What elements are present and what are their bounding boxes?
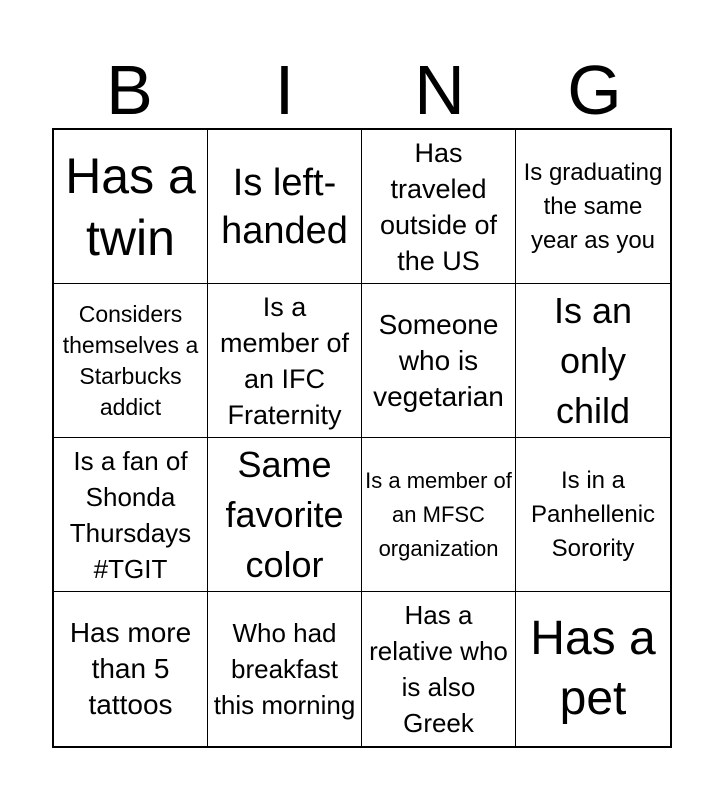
- bingo-board: [52, 128, 672, 748]
- cell-text: Has more than 5 tattoos: [69, 617, 192, 720]
- cell-text: Has a pet: [530, 612, 656, 725]
- cell-text: Is a member of an IFC Fraternity: [219, 291, 350, 430]
- cell-text: Has a relative who is also Greek: [369, 600, 508, 738]
- bingo-cell-r2c2[interactable]: [208, 284, 362, 438]
- bingo-cell-r2c4[interactable]: [516, 284, 670, 438]
- cell-text: Is in a Panhellenic Sorority: [530, 466, 656, 562]
- cell-text: Is a member of an MFSC organization: [365, 467, 512, 561]
- bingo-cell-r1c4[interactable]: [516, 130, 670, 284]
- bingo-cell-r4c4[interactable]: [516, 592, 670, 746]
- cell-text: Same favorite color: [225, 443, 344, 585]
- bingo-cell-r3c3[interactable]: [362, 438, 516, 592]
- cell-text: Is left-handed: [221, 161, 348, 252]
- bingo-cell-r2c3[interactable]: [362, 284, 516, 438]
- header-letter-g: G: [567, 51, 622, 129]
- bingo-cell-r4c2[interactable]: [208, 592, 362, 746]
- bingo-cell-r3c2[interactable]: [208, 438, 362, 592]
- bingo-cell-r1c1[interactable]: [54, 130, 208, 284]
- cell-text: Has traveled outside of the US: [379, 137, 498, 276]
- bingo-cell-r1c2[interactable]: [208, 130, 362, 284]
- bingo-cell-r4c1[interactable]: [54, 592, 208, 746]
- bingo-header: [52, 52, 672, 128]
- cell-text: Considers themselves a Starbucks addict: [62, 300, 199, 420]
- cell-text: Who had breakfast this morning: [213, 618, 356, 720]
- cell-text: Is an only child: [553, 289, 633, 431]
- bingo-cell-r3c4[interactable]: [516, 438, 670, 592]
- header-letter-n: N: [414, 51, 465, 129]
- bingo-cell-r2c1[interactable]: [54, 284, 208, 438]
- cell-text: Has a twin: [65, 147, 196, 266]
- cell-text: Is a fan of Shonda Thursdays #TGIT: [69, 445, 192, 584]
- bingo-cell-r3c1[interactable]: [54, 438, 208, 592]
- header-letter-b: B: [106, 51, 153, 129]
- header-letter-i: I: [274, 51, 295, 129]
- cell-text: Is graduating the same year as you: [523, 158, 663, 254]
- bingo-cell-r4c3[interactable]: [362, 592, 516, 746]
- cell-text: Someone who is vegetarian: [373, 308, 504, 412]
- bingo-cell-r1c3[interactable]: [362, 130, 516, 284]
